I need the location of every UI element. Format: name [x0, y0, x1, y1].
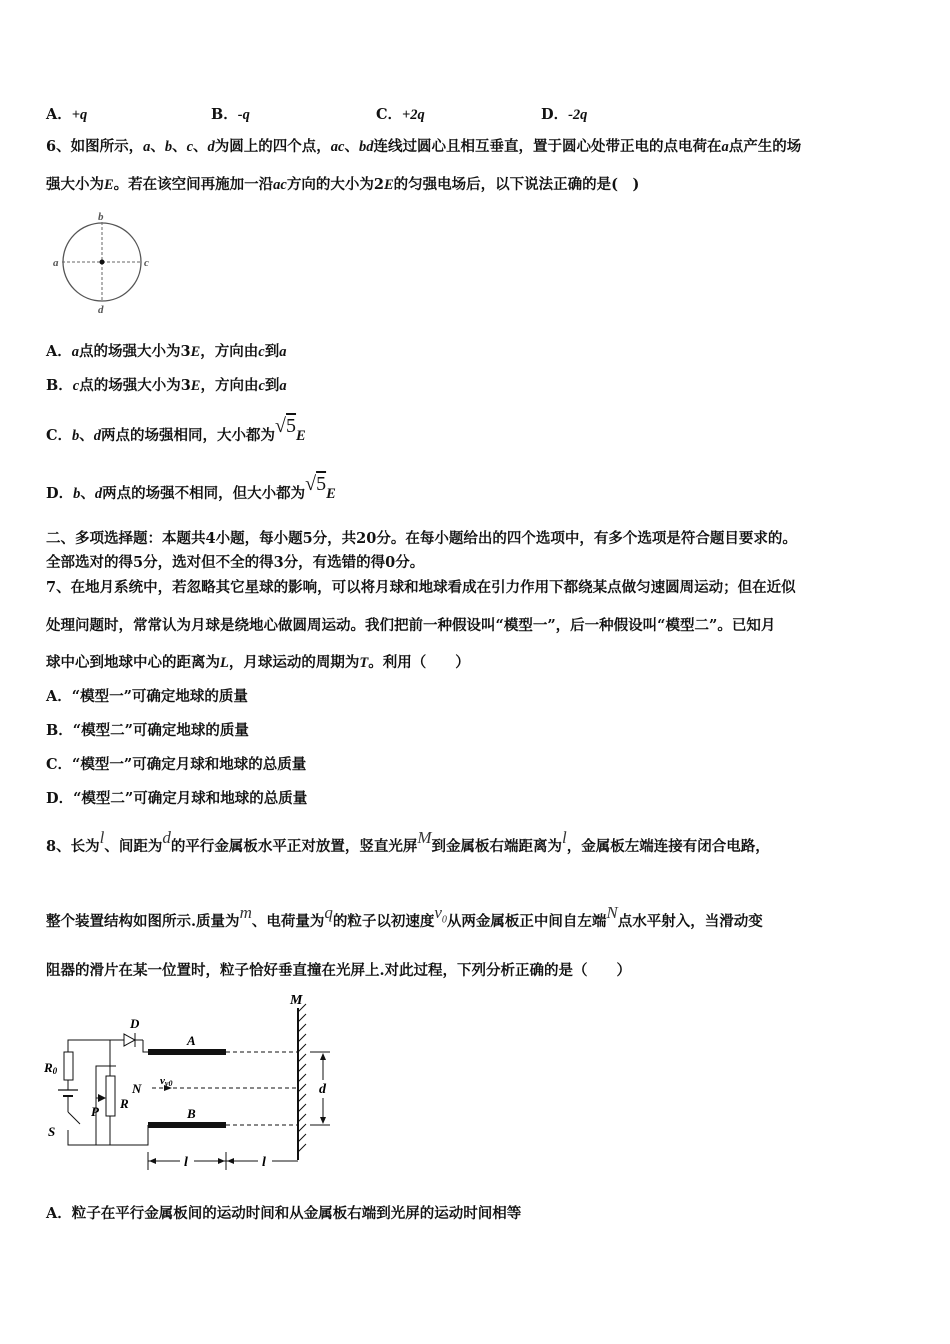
q6-stem-line1: 6、如图所示，a、b、c、d为圆上的四个点，ac、bd连线过圆心且相互垂直，置于圆心处带正电的点电荷在a点产生的场	[46, 138, 802, 155]
screen-hatching	[298, 1004, 306, 1152]
q8-stem-line2: 整个装置结构如图所示.质量为m、电荷量为q的粒子以初速度$v_0$从两金属板正中间自左端N点水平射入，当滑动变	[46, 903, 763, 930]
q8-circuit-figure	[40, 990, 340, 1180]
q6-option-a: A．a点的场强大小为3E，方向由c到a	[46, 343, 287, 360]
label-d: d	[98, 304, 104, 315]
label-c: c	[144, 257, 149, 269]
q8-option-a: A．粒子在平行金属板间的运动时间和从金属板右端到光屏的运动时间相等	[46, 1205, 522, 1222]
label-r: R	[120, 1096, 129, 1111]
resistor-r0	[64, 1052, 73, 1080]
label-r0: R0	[44, 1060, 58, 1076]
option-b: B．-q	[211, 106, 250, 123]
q7-option-a: A．“模型一”可确定地球的质量	[46, 688, 248, 705]
q8-stem-line1: 8、长为l、间距为d的平行金属板水平正对放置，竖直光屏M到金属板右端距离为l，金属板左端连接有闭合电路，	[46, 828, 770, 855]
option-a: A．+q	[46, 106, 88, 123]
plate-a	[148, 1049, 226, 1055]
switch-s	[68, 1112, 80, 1124]
q7-stem-line3: 球中心到地球中心的距离为L，月球运动的周期为T。利用（ ）	[46, 654, 470, 671]
label-b: b	[98, 211, 104, 223]
q7-stem-line2: 处理问题时，常常认为月球是绕地心做圆周运动。我们把前一种假设叫“模型一”，后一种假设叫“模型二”。已知月	[46, 617, 776, 634]
slider-p	[98, 1094, 106, 1102]
diode	[124, 1034, 135, 1046]
q6-option-c: C．b、d两点的场强相同，大小都为√5E	[46, 415, 306, 444]
label-diode: D	[130, 1016, 140, 1031]
plate-b	[148, 1122, 226, 1128]
rheostat-r	[106, 1076, 115, 1116]
label-a: a	[53, 257, 59, 269]
label-a: A	[187, 1033, 196, 1048]
option-d: D．-2q	[541, 106, 588, 123]
section2-line2: 全部选对的得5分，选对但不全的得3分，有选错的得0分。	[46, 554, 425, 571]
q6-option-b: B．c点的场强大小为3E，方向由c到a	[46, 377, 287, 394]
label-b: B	[187, 1106, 196, 1121]
center-charge	[100, 260, 105, 265]
label-d-dim: d	[319, 1082, 326, 1097]
label-p: P	[91, 1104, 99, 1119]
q7-option-c: C．“模型一”可确定月球和地球的总质量	[46, 756, 307, 773]
label-l2: l	[262, 1155, 266, 1170]
label-m: M	[290, 993, 303, 1008]
label-l1: l	[184, 1155, 188, 1170]
q7-option-d: D．“模型二”可确定月球和地球的总质量	[46, 790, 308, 807]
q6-circle-figure	[50, 210, 160, 315]
q8-stem-line3: 阻器的滑片在某一位置时，粒子恰好垂直撞在光屏上.对此过程，下列分析正确的是（ ）	[46, 962, 632, 979]
option-c: C．+2q	[376, 106, 425, 123]
label-s: S	[48, 1124, 56, 1139]
q6-option-d: D．b、d两点的场强不相同，但大小都为√5E	[46, 473, 336, 502]
label-v0: vv0	[160, 1075, 173, 1088]
q7-option-b: B．“模型二”可确定地球的质量	[46, 722, 249, 739]
q6-stem-line2: 强大小为E。若在该空间再施加一沿ac方向的大小为2E的匀强电场后，以下说法正确的是( )	[46, 176, 640, 193]
q7-stem-line1: 7、在地月系统中，若忽略其它星球的影响，可以将月球和地球看成在引力作用下都绕某点做匀速圆周运动；但在近似	[46, 579, 796, 596]
label-n: N	[132, 1081, 142, 1096]
section2-line1: 二、多项选择题：本题共4小题，每小题5分，共20分。在每小题给出的四个选项中，有多个选项是符合题目要求的。	[46, 530, 797, 547]
